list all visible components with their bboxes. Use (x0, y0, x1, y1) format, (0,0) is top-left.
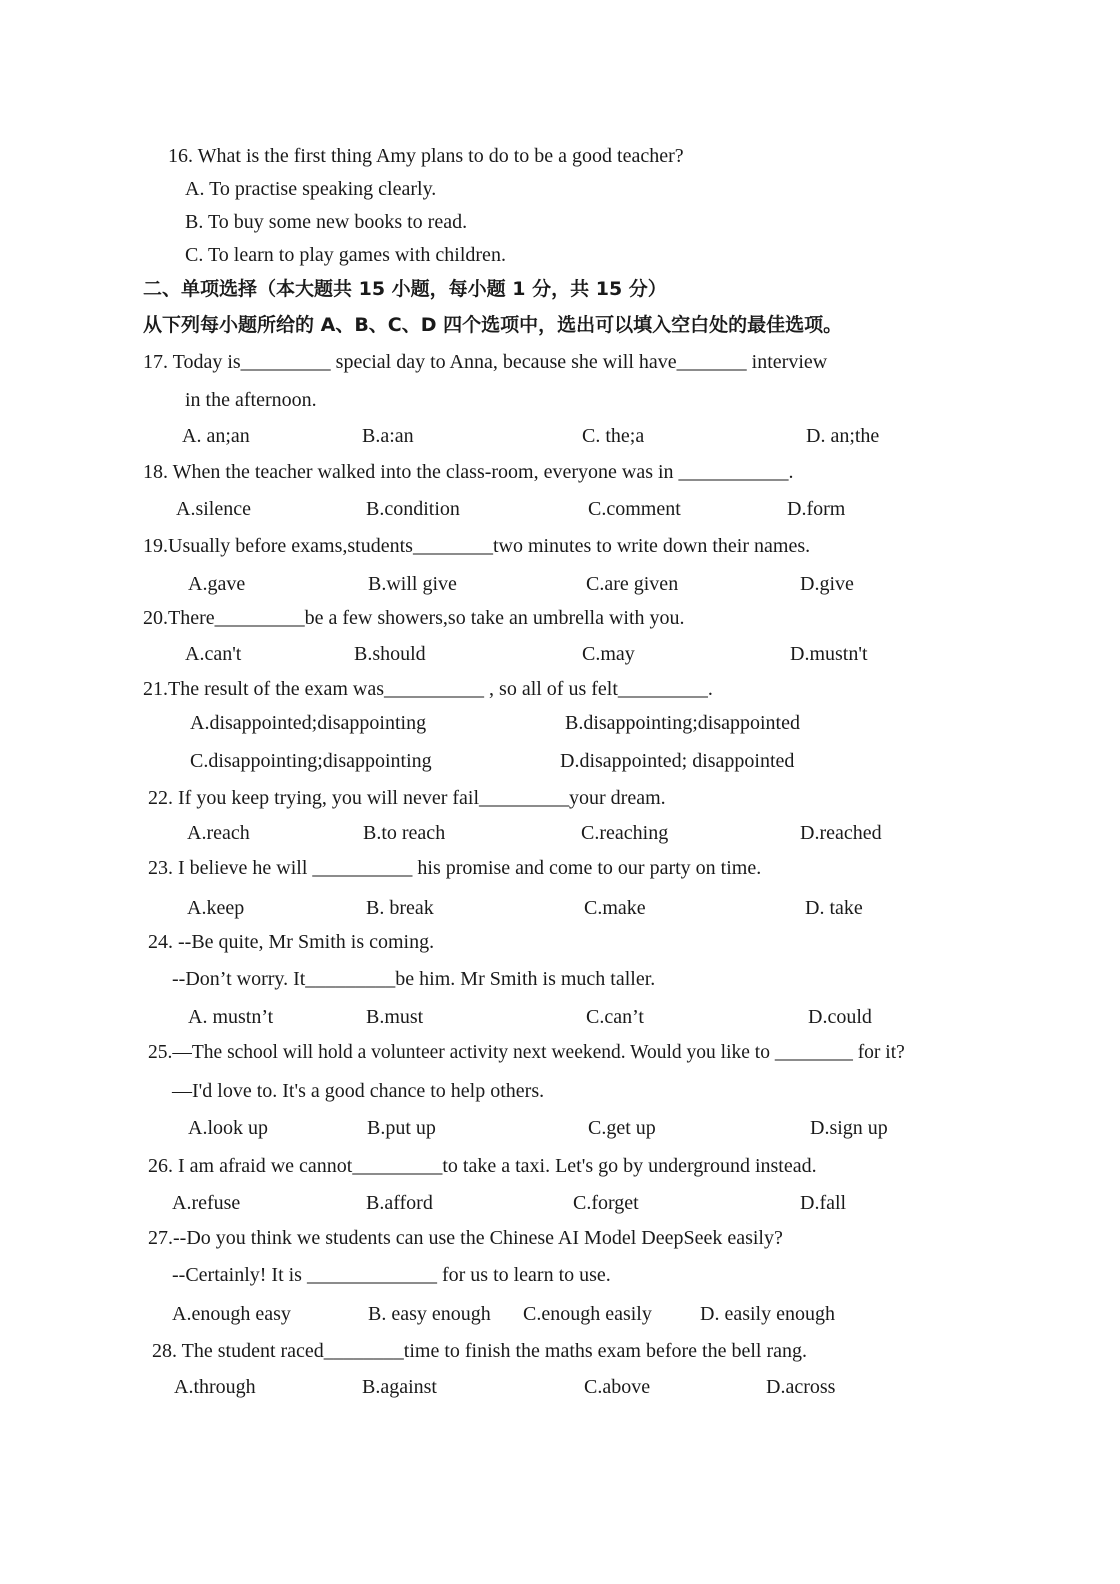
question-17-option-b: B.a:an (362, 425, 414, 447)
question-22-option-b: B.to reach (363, 822, 446, 844)
question-26-option-b: B.afford (366, 1192, 433, 1214)
question-20-option-b: B.should (354, 643, 426, 665)
question-17-option-c: C. the;a (582, 425, 645, 447)
question-16-stem: 16. What is the first thing Amy plans to do to be a good teacher? (168, 145, 684, 167)
question-16-option-a: A. To practise speaking clearly. (185, 178, 437, 200)
question-20-option-d: D.mustn't (790, 643, 868, 665)
question-16-option-c: C. To learn to play games with children. (185, 244, 506, 266)
question-21-stem: 21.The result of the exam was__________ , so all of us felt_________. (143, 678, 713, 700)
question-23-option-d: D. take (805, 897, 863, 919)
question-25-option-b: B.put up (367, 1117, 436, 1139)
question-22-option-a: A.reach (187, 822, 250, 844)
question-17-stem-continued: in the afternoon. (185, 389, 317, 411)
question-27-option-a: A.enough easy (172, 1303, 291, 1325)
question-23-option-b: B. break (366, 897, 434, 919)
question-27-option-b: B. easy enough (368, 1303, 491, 1325)
question-26-option-c: C.forget (573, 1192, 639, 1214)
question-24-option-d: D.could (808, 1006, 872, 1028)
question-19-option-b: B.will give (368, 573, 457, 595)
question-24-option-c: C.can’t (586, 1006, 644, 1028)
question-24-option-a: A. mustn’t (188, 1006, 274, 1028)
question-25-stem: 25.—The school will hold a volunteer activity next weekend. Would you like to ________ for it? (148, 1042, 905, 1063)
question-18-option-d: D.form (787, 498, 846, 520)
question-18-option-c: C.comment (588, 498, 681, 520)
question-20-option-c: C.may (582, 643, 635, 665)
question-18-option-a: A.silence (176, 498, 251, 520)
question-17-option-a: A. an;an (182, 425, 250, 447)
question-21-option-b: B.disappointing;disappointed (565, 712, 800, 734)
question-22-option-d: D.reached (800, 822, 882, 844)
question-18-option-b: B.condition (366, 498, 460, 520)
question-18-stem: 18. When the teacher walked into the class-room, everyone was in ___________. (143, 461, 794, 483)
question-27-option-c: C.enough easily (523, 1303, 652, 1325)
question-20-option-a: A.can't (185, 643, 242, 665)
question-23-option-c: C.make (584, 897, 646, 919)
question-27-stem: 27.--Do you think we students can use the Chinese AI Model DeepSeek easily? (148, 1227, 783, 1249)
question-20-stem: 20.There_________be a few showers,so take an umbrella with you. (143, 607, 685, 629)
question-26-option-a: A.refuse (172, 1192, 241, 1214)
question-25-option-a: A.look up (188, 1117, 268, 1139)
question-16-option-b: B. To buy some new books to read. (185, 211, 468, 233)
question-24-option-b: B.must (366, 1006, 424, 1028)
question-19-option-d: D.give (800, 573, 854, 595)
question-28-option-b: B.against (362, 1376, 437, 1398)
question-28-stem: 28. The student raced________time to finish the maths exam before the bell rang. (152, 1340, 808, 1362)
question-27-option-d: D. easily enough (700, 1303, 835, 1325)
question-25-response: —I'd love to. It's a good chance to help others. (172, 1080, 545, 1102)
question-22-stem: 22. If you keep trying, you will never fail_________your dream. (148, 787, 666, 809)
question-22-option-c: C.reaching (581, 822, 669, 844)
question-25-option-d: D.sign up (810, 1117, 888, 1139)
question-19-option-a: A.gave (188, 573, 246, 595)
section-instruction: 从下列每小题所给的 A、B、C、D 四个选项中，选出可以填入空白处的最佳选项。 (143, 314, 843, 336)
question-21-option-a: A.disappointed;disappointing (190, 712, 427, 734)
question-23-option-a: A.keep (187, 897, 245, 919)
question-28-option-a: A.through (174, 1376, 256, 1398)
question-24-response: --Don’t worry. It_________be him. Mr Smith is much taller. (172, 968, 656, 990)
question-17-option-d: D. an;the (806, 425, 880, 447)
question-28-option-d: D.across (766, 1376, 836, 1398)
question-21-option-c: C.disappointing;disappointing (190, 750, 432, 772)
question-26-option-d: D.fall (800, 1192, 847, 1214)
question-21-option-d: D.disappointed; disappointed (560, 750, 795, 772)
question-28-option-c: C.above (584, 1376, 651, 1398)
section-heading: 二、单项选择（本大题共 15 小题，每小题 1 分，共 15 分） (143, 278, 667, 300)
question-19-option-c: C.are given (586, 573, 679, 595)
question-26-stem: 26. I am afraid we cannot_________to take a taxi. Let's go by underground instead. (148, 1155, 817, 1177)
question-23-stem: 23. I believe he will __________ his promise and come to our party on time. (148, 857, 762, 879)
question-25-option-c: C.get up (588, 1117, 656, 1139)
question-24-stem: 24. --Be quite, Mr Smith is coming. (148, 931, 435, 953)
question-27-response: --Certainly! It is _____________ for us to learn to use. (172, 1264, 611, 1286)
question-17-stem: 17. Today is_________ special day to Anna, because she will have_______ interview (143, 351, 828, 373)
question-19-stem: 19.Usually before exams,students________two minutes to write down their names. (143, 535, 811, 557)
